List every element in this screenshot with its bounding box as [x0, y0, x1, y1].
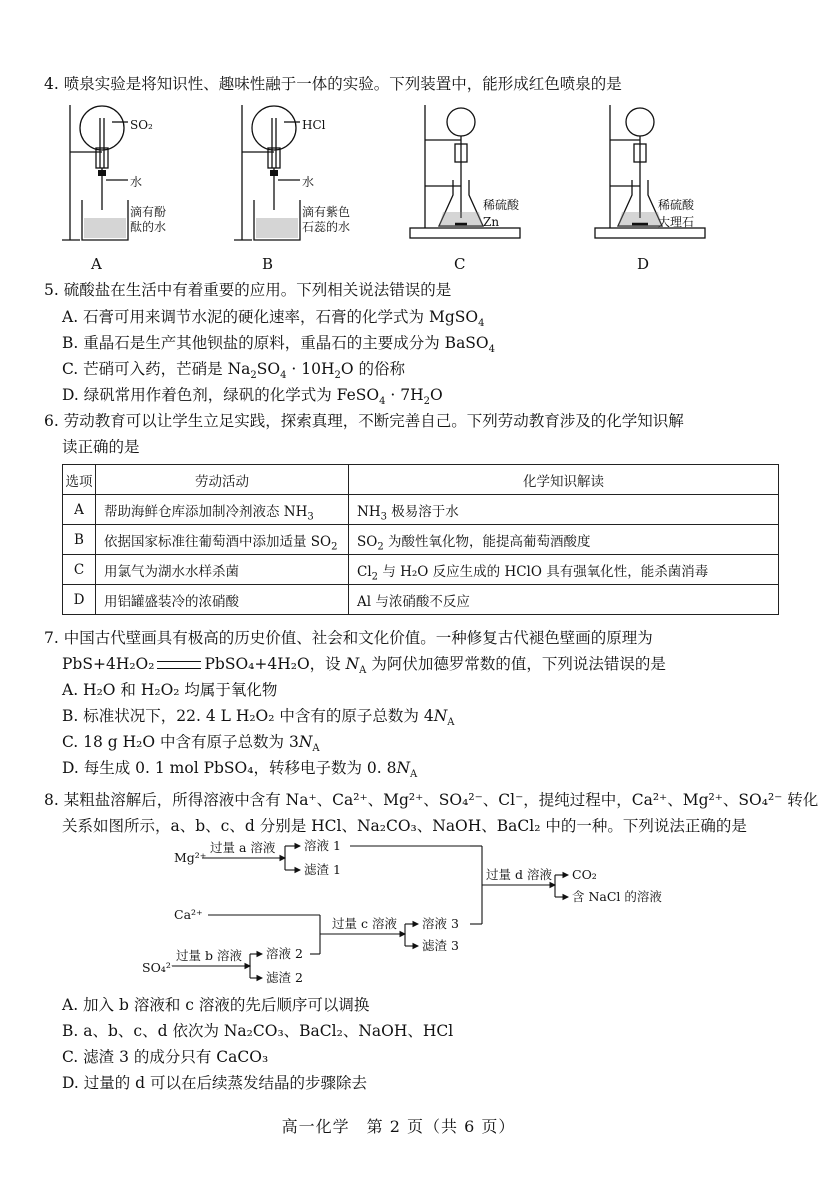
flow-add-c: 过量 c 溶液 — [332, 916, 397, 931]
apparatus-b-letter: B — [262, 255, 274, 273]
q5-option-a: A. 石膏可用来调节水泥的硬化速率，石膏的化学式为 MgSO$_4$ — [62, 308, 485, 330]
q7-option-d: D. 每生成 0. 1 mol PbSO₄，转移电子数为 0. $8N_A$ — [62, 759, 418, 781]
q6-header-option: 选项 — [63, 465, 96, 495]
table-row — [63, 555, 779, 585]
q6-row-explanation: $Cl_2$ 与 H₂O 反应生成的 HClO 具有强氧化性，能杀菌消毒 — [349, 555, 779, 585]
q8-option-a: A. 加入 b 溶液和 c 溶液的先后顺序可以调换 — [62, 996, 370, 1014]
apparatus-a-letter: A — [91, 255, 102, 273]
apparatus-a-beaker-1: 滴有酚 — [130, 205, 167, 219]
flow-solution-3: 溶液 3 — [422, 916, 459, 931]
q8-option-b: B. a、b、c、d 依次为 Na₂CO₃、BaCl₂、NaOH、HCl — [62, 1022, 454, 1040]
table-row — [63, 525, 779, 555]
flow-residue-1: 滤渣 1 — [304, 862, 341, 877]
apparatus-c-diagram — [405, 100, 555, 250]
q8-stem-line1: 8. 某粗盐溶解后，所得溶液中含有 Na⁺、Ca²⁺、Mg²⁺、SO₄²⁻、Cl⁻，提纯过程中，Ca²⁺、Mg²⁺、SO₄²⁻ 转化 — [44, 791, 818, 809]
apparatus-a-gas: SO₂ — [130, 118, 153, 132]
q6-row-activity: 用铝罐盛装冷的浓硝酸 — [96, 585, 349, 615]
flow-so4: SO₄²⁻ — [142, 960, 178, 975]
apparatus-c-label-2: Zn — [483, 215, 500, 229]
q6-stem-line1: 6. 劳动教育可以让学生立足实践，探索真理，不断完善自己。下列劳动教育涉及的化学知识解 — [44, 412, 684, 430]
apparatus-b-beaker-2: 石蕊的水 — [302, 220, 351, 234]
flow-solution-1: 溶液 1 — [304, 838, 341, 853]
q6-row-option: B — [63, 525, 96, 555]
q5-option-d: D. 绿矾常用作着色剂，绿矾的化学式为 FeSO$_4$ · $7H_2O$ — [62, 386, 443, 408]
q7-stem-line1: 7. 中国古代壁画具有极高的历史价值、社会和文化价值。一种修复古代褪色壁画的原理为 — [44, 629, 653, 647]
flow-add-b: 过量 b 溶液 — [176, 948, 242, 963]
apparatus-a-beaker-2: 酞的水 — [130, 220, 167, 234]
q6-stem-line2: 读正确的是 — [62, 438, 140, 456]
q6-row-explanation: $NH_3$ 极易溶于水 — [349, 495, 779, 525]
q8-flow-diagram — [142, 828, 720, 988]
q5-option-c: C. 芒硝可入药，芒硝是 $Na_2SO_4 \cdot 10H_2O$ 的俗称 — [62, 360, 406, 382]
apparatus-d-label-2: 大理石 — [658, 215, 695, 229]
apparatus-d-label-1: 稀硫酸 — [658, 198, 695, 212]
flow-solution-2: 溶液 2 — [266, 946, 303, 961]
q7-equation: PbS+4H₂O₂ PbSO₄+4H₂O，设 $N_A$ 为阿伏加德罗常数的值，下列说法错误的是 — [62, 655, 666, 677]
apparatus-c-label-1: 稀硫酸 — [483, 198, 520, 212]
flow-add-d: 过量 d 溶液 — [486, 867, 552, 882]
q5-stem: 5. 硫酸盐在生活中有着重要的应用。下列相关说法错误的是 — [44, 281, 452, 299]
flow-ca: Ca²⁺ — [174, 907, 203, 922]
flow-residue-3: 滤渣 3 — [422, 938, 459, 953]
q7-option-a: A. H₂O 和 H₂O₂ 均属于氧化物 — [62, 681, 278, 699]
table-row — [63, 585, 779, 615]
q6-row-explanation: $SO_2$ 为酸性氧化物，能提高葡萄酒酸度 — [349, 525, 779, 555]
q6-table-header — [63, 465, 779, 495]
flow-add-a: 过量 a 溶液 — [210, 840, 276, 855]
q8-option-c: C. 滤渣 3 的成分只有 CaCO₃ — [62, 1048, 269, 1066]
apparatus-b-beaker-1: 滴有紫色 — [302, 205, 351, 219]
apparatus-a-liquid: 水 — [130, 175, 143, 189]
q6-table — [62, 464, 779, 615]
q8-stem-line2: 关系如图所示，a、b、c、d 分别是 HCl、Na₂CO₃、NaOH、BaCl₂ 中的一种。下列说法正确的是 — [62, 817, 747, 835]
q6-header-explanation: 化学知识解读 — [349, 465, 779, 495]
q6-row-activity: 用氯气为湖水水样杀菌 — [96, 555, 349, 585]
q7-option-b: B. 标准状况下，22. 4 L H₂O₂ 中含有的原子总数为 $4N_A$ — [62, 707, 455, 729]
apparatus-c-letter: C — [454, 255, 466, 273]
page-footer: 高一化学 第 2 页（共 6 页） — [281, 1117, 516, 1136]
q6-row-option: D — [63, 585, 96, 615]
q4-stem: 4. 喷泉实验是将知识性、趣味性融于一体的实验。下列装置中，能形成红色喷泉的是 — [44, 75, 622, 93]
apparatus-b-gas: HCl — [302, 118, 326, 132]
flow-residue-2: 滤渣 2 — [266, 970, 303, 985]
apparatus-d-letter: D — [637, 255, 650, 273]
apparatus-b-liquid: 水 — [302, 175, 315, 189]
q7-option-c: C. 18 g H₂O 中含有原子总数为 $3N_A$ — [62, 733, 320, 755]
q6-row-option: A — [63, 495, 96, 525]
q6-row-activity: 帮助海鲜仓库添加制冷剂液态 $NH_3$ — [96, 495, 349, 525]
flow-mg: Mg²⁺ — [174, 850, 207, 865]
flow-nacl-solution: 含 NaCl 的溶液 — [572, 889, 662, 904]
flow-co2: CO₂ — [572, 867, 597, 882]
q5-option-b: B. 重晶石是生产其他钡盐的原料，重晶石的主要成分为 BaSO$_4$ — [62, 334, 496, 356]
table-row — [63, 495, 779, 525]
q8-option-d: D. 过量的 d 可以在后续蒸发结晶的步骤除去 — [62, 1074, 368, 1092]
q6-row-explanation: Al 与浓硝酸不反应 — [349, 585, 779, 615]
q6-header-activity: 劳动活动 — [96, 465, 349, 495]
q6-row-option: C — [63, 555, 96, 585]
q6-row-activity: 依据国家标准往葡萄酒中添加适量 $SO_2$ — [96, 525, 349, 555]
